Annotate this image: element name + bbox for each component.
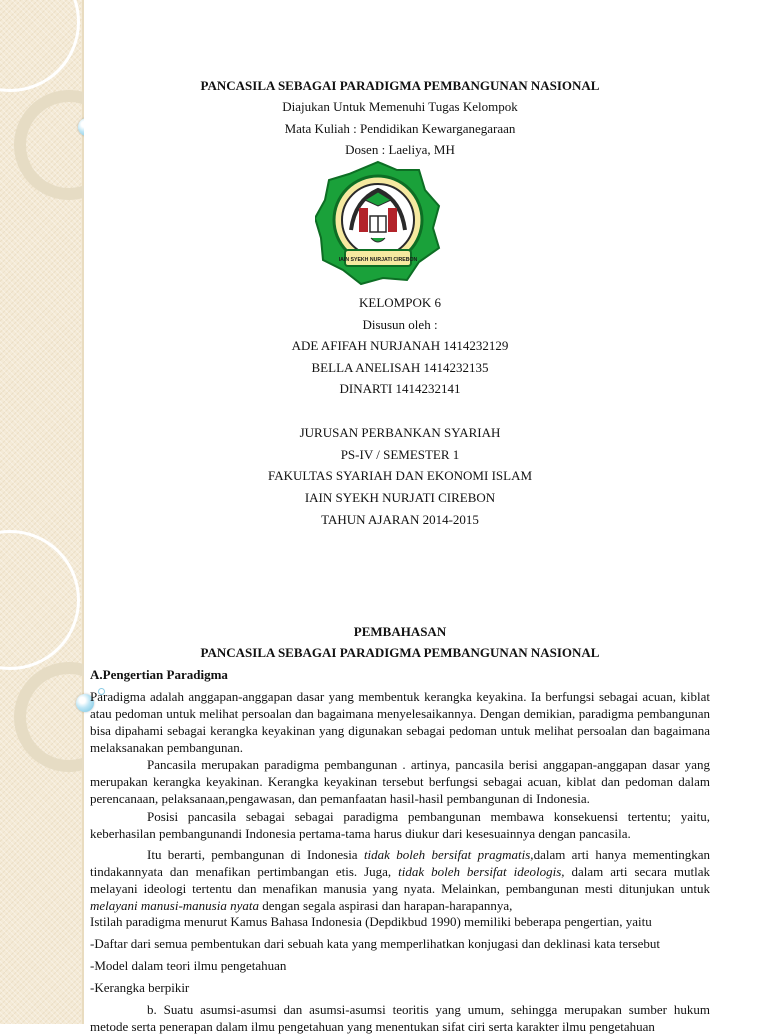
department: JURUSAN PERBANKAN SYARIAH xyxy=(299,425,501,440)
paragraph-2-text: Pancasila merupakan paradigma pembangunan . artinya, pancasila berisi anggapan-anggapan dasar yang merupakan kerangka keyakinan. Kerangka keyakinan tersebut berfungsi sebagai acuan, kiblat dan pedoman dalam perencanaan, pelaksanaan,pengawasan, dan pemanfaatan hasil-hasil pembangunan di Indonesia. xyxy=(90,757,710,806)
paragraph-5-text: b. Suatu asumsi-asumsi dan asumsi-asumsi teoritis yang umum, sehingga merupakan sumber hukum metode serta penerapan dalam ilmu pengetahuan yang menentukan sifat ciri serta karakter ilmu pengetahuan xyxy=(90,1002,710,1034)
iain-logo-emblem xyxy=(315,160,441,286)
member-2: BELLA ANELISAH 1414232135 xyxy=(311,360,489,375)
paragraph-4-text: dalam arti secara mutlak melayani ideologi tertentu dan menafikan manusia yang nyata. Melainkan, pembangunan mesti ditunjukan untuk xyxy=(90,864,711,896)
decorative-sidebar xyxy=(0,0,84,1024)
paragraph-3 xyxy=(90,808,710,842)
paragraph-4-italic: tidak boleh bersifat ideologis, xyxy=(398,864,565,879)
paragraph-4-text: dalam arti hanya mementingkan tindakannyata dan menafikan pertimbangan etis. Juga, xyxy=(90,847,710,879)
paragraph-4-italic: melayani manusi-manusia nyata xyxy=(90,898,259,913)
institution: IAIN SYEKH NURJATI CIREBON xyxy=(304,490,496,505)
paragraph-4-text: dengan segala aspirasi dan harapan-harapannya, xyxy=(258,898,513,913)
cover-lecturer: Dosen : Laeliya, MH xyxy=(345,142,455,157)
section-a-heading: A.Pengertian Paradigma xyxy=(90,667,228,682)
decorative-ring xyxy=(0,0,80,92)
cover-title: PANCASILA SEBAGAI PARADIGMA PEMBANGUNAN NASIONAL xyxy=(200,78,600,93)
document-page xyxy=(90,0,711,1034)
group-name: KELOMPOK 6 xyxy=(359,295,441,310)
section-heading: PEMBAHASAN xyxy=(353,624,447,639)
member-1: ADE AFIFAH NURJANAH 1414232129 xyxy=(291,338,509,353)
faculty: FAKULTAS SYARIAH DAN EKONOMI ISLAM xyxy=(267,468,533,483)
definition-item: -Daftar dari semua pembentukan dari sebuah kata yang memperlihatkan konjugasi dan deklinasi kata tersebut xyxy=(90,936,660,951)
paragraph-3-text: Posisi pancasila sebagai sebagai paradigma pembangunan membawa konsekuensi tertentu; yaitu, keberhasilan pembangunandi Indonesia pertama-tama harus diukur dari kesesuainnya dengan pancasila. xyxy=(90,809,710,841)
paragraph-4-italic: tidak boleh bersifat pragmatis, xyxy=(363,847,534,862)
semester: PS-IV / SEMESTER 1 xyxy=(340,447,460,462)
paragraph-1: Paradigma adalah anggapan-anggapan dasar yang membentuk kerangka keyakina. Ia berfungsi sebagai acuan, kiblat atau pedoman untuk melihat persoalan dan bagaimana menyelesaikannya. Dengan demikian, paradigma pembangunan bisa dipahami sebagai kerangka keyakinan yang digunakan sebagai pedoman untuk melihat persoalan dan bagaimana melaksanakan pembangunan. xyxy=(90,689,710,755)
member-3: DINARTI 1414232141 xyxy=(339,381,461,396)
decorative-ring xyxy=(14,662,84,772)
paragraph-2 xyxy=(90,756,710,807)
decorative-ring xyxy=(14,90,84,200)
definition-item: -Model dalam teori ilmu pengetahuan xyxy=(90,958,287,973)
paragraph-4 xyxy=(90,846,710,914)
definition-intro: Istilah paradigma menurut Kamus Bahasa Indonesia (Depdikbud 1990) memiliki beberapa pengertian, yaitu xyxy=(90,914,652,929)
cover-subtitle: Diajukan Untuk Memenuhi Tugas Kelompok xyxy=(282,99,518,114)
compiled-by-label: Disusun oleh : xyxy=(362,317,438,332)
definition-item: -Kerangka berpikir xyxy=(90,980,190,995)
logo-banner-text: IAIN SYEKH NURJATI CIREBON xyxy=(338,257,418,263)
cover-course: Mata Kuliah : Pendidikan Kewarganegaraan xyxy=(284,121,516,136)
decorative-ring xyxy=(0,530,80,670)
paragraph-4-text: Itu berarti, pembangunan di Indonesia xyxy=(147,847,364,862)
paragraph-5 xyxy=(90,1001,710,1035)
section-subheading: PANCASILA SEBAGAI PARADIGMA PEMBANGUNAN NASIONAL xyxy=(200,645,600,660)
academic-year: TAHUN AJARAN 2014-2015 xyxy=(321,512,479,527)
